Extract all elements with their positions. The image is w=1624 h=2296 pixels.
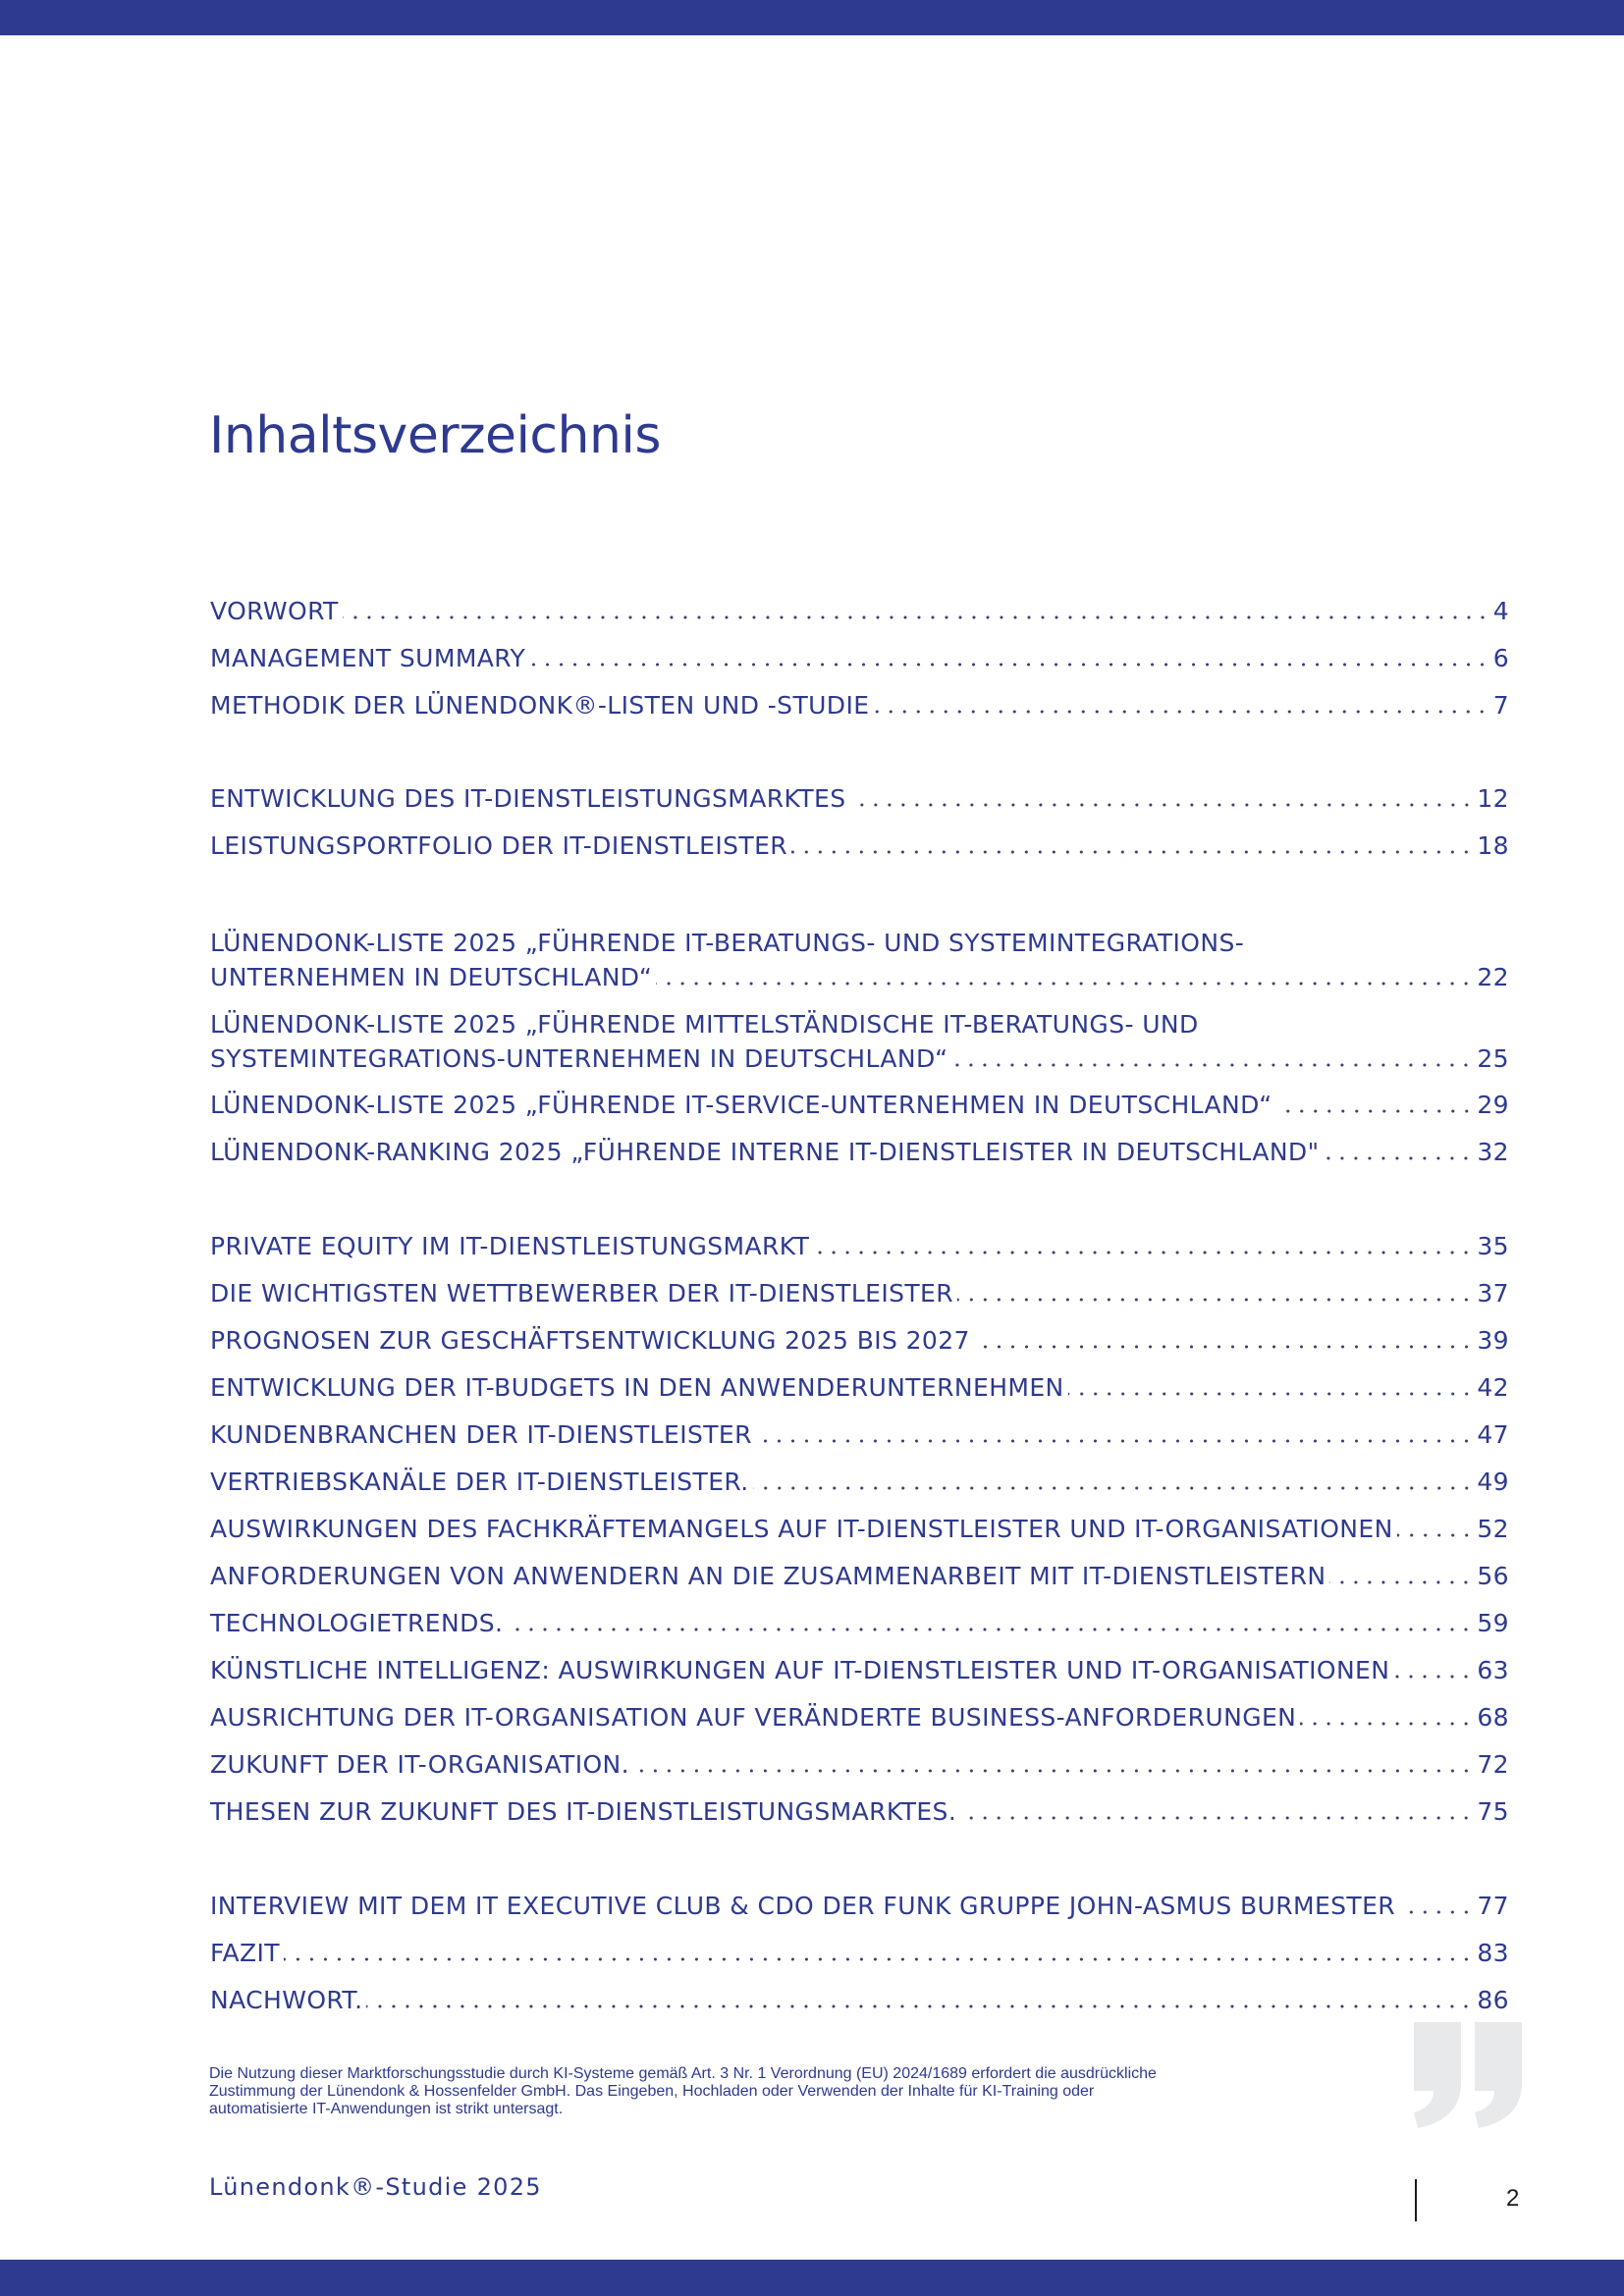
dot-leader (1300, 1722, 1473, 1726)
page-number: 2 (1506, 2185, 1520, 2212)
dot-leader (974, 1345, 1474, 1349)
toc-entry[interactable] (210, 1983, 1509, 2017)
toc-entry-page-number: 75 (1477, 1797, 1509, 1826)
toc-entry-title: INTERVIEW MIT DEM IT EXECUTIVE CLUB & CDO DER FUNK GRUPPE JOHN-ASMUS BURMESTER (210, 1892, 1396, 1920)
dot-leader (633, 1769, 1473, 1773)
toc-entry-title-line: LÜNENDONK-LISTE 2025 „FÜHRENDE IT-BERATUNGS- UND SYSTEMINTEGRATIONS- (210, 929, 1245, 957)
toc-entry-row (210, 594, 1509, 628)
toc-entry-row (210, 1889, 1509, 1923)
toc-entry-title: VERTRIEBSKANÄLE DER IT-DIENSTLEISTER. (210, 1468, 749, 1496)
toc-entry-page-number: 63 (1477, 1656, 1509, 1684)
dot-leader (813, 1251, 1473, 1255)
toc-entry[interactable] (210, 1559, 1509, 1593)
footer-divider (1415, 2179, 1417, 2221)
page-title: Inhaltsverzeichnis (209, 406, 661, 465)
dot-leader (791, 850, 1473, 854)
footer-publication-title: Lünendonk®-Studie 2025 (209, 2173, 542, 2201)
toc-entry-row (210, 1276, 1509, 1310)
toc-entry-title: ENTWICKLUNG DER IT-BUDGETS IN DEN ANWENDERUNTERNEHMEN (210, 1373, 1064, 1402)
dot-leader (366, 2004, 1473, 2008)
dot-leader (960, 1816, 1473, 1820)
toc-entry[interactable] (210, 1465, 1509, 1499)
toc-entry-page-number: 49 (1477, 1468, 1509, 1496)
toc-entry[interactable] (210, 1747, 1509, 1782)
toc-entry-row (210, 1465, 1509, 1499)
toc-entry-page-number: 29 (1477, 1091, 1509, 1119)
toc-entry[interactable] (210, 594, 1509, 628)
toc-entry-title: LÜNENDONK-RANKING 2025 „FÜHRENDE INTERNE IT-DIENSTLEISTER IN DEUTSCHLAND" (210, 1138, 1320, 1166)
toc-entry[interactable] (210, 1936, 1509, 1970)
toc-entry-row (210, 1041, 1509, 1076)
dot-leader (1323, 1156, 1473, 1160)
toc-entry-row (210, 1559, 1509, 1593)
dot-leader (507, 1628, 1473, 1631)
toc-entry[interactable] (210, 1229, 1509, 1263)
toc-entry[interactable] (210, 1007, 1509, 1076)
dot-leader (753, 1486, 1474, 1490)
toc-entry-page-number: 37 (1477, 1279, 1509, 1308)
toc-entry-title: MANAGEMENT SUMMARY (210, 644, 526, 672)
toc-entry-row (210, 1323, 1509, 1358)
toc-entry-page-number: 22 (1477, 963, 1509, 991)
dot-leader (1329, 1580, 1473, 1584)
toc-entry-title: AUSWIRKUNGEN DES FACHKRÄFTEMANGELS AUF IT-DIENSTLEISTER UND IT-ORGANISATIONEN (210, 1515, 1393, 1543)
toc-entry-page-number: 32 (1477, 1138, 1509, 1166)
toc-entry-row (210, 1135, 1509, 1169)
dot-leader (951, 1063, 1473, 1067)
toc-entry[interactable] (210, 1653, 1509, 1687)
disclaimer-line: Die Nutzung dieser Marktforschungsstudie durch KI-Systeme gemäß Art. 3 Nr. 1 Verordnung (EU) 2024/1689 erfordert die ausdrückliche (209, 2065, 1157, 2082)
toc-entry-title: THESEN ZUR ZUKUNFT DES IT-DIENSTLEISTUNGSMARKTES. (210, 1797, 957, 1826)
toc-entry-page-number: 72 (1477, 1750, 1509, 1779)
toc-entry-row (210, 960, 1509, 994)
toc-entry-title: LEISTUNGSPORTFOLIO DER IT-DIENSTLEISTER (210, 831, 788, 860)
toc-entry-row (210, 1512, 1509, 1546)
toc-entry[interactable] (210, 1276, 1509, 1310)
toc-entry-page-number: 35 (1477, 1232, 1509, 1260)
toc-entry-page-number: 47 (1477, 1420, 1509, 1449)
toc-entry-page-number: 77 (1477, 1892, 1509, 1920)
toc-entry-row (210, 1983, 1509, 2017)
dot-leader (1393, 1675, 1473, 1679)
toc-entry[interactable] (210, 641, 1509, 675)
toc-entry-title: ENTWICKLUNG DES IT-DIENSTLEISTUNGSMARKTES (210, 784, 846, 813)
toc-entry-row (210, 1088, 1509, 1122)
toc-entry-row (210, 828, 1509, 863)
toc-entry-title: KUNDENBRANCHEN DER IT-DIENSTLEISTER (210, 1420, 752, 1449)
toc-entry[interactable] (210, 1700, 1509, 1735)
dot-leader (1399, 1910, 1473, 1914)
toc-entry-page-number: 42 (1477, 1373, 1509, 1402)
toc-entry-title: SYSTEMINTEGRATIONS-UNTERNEHMEN IN DEUTSCHLAND“ (210, 1044, 948, 1073)
bottom-bar (0, 2260, 1624, 2296)
toc-entry-title: AUSRICHTUNG DER IT-ORGANISATION AUF VERÄNDERTE BUSINESS-ANFORDERUNGEN (210, 1703, 1297, 1732)
toc-entry-page-number: 18 (1477, 831, 1509, 860)
closing-quote-icon (1412, 2022, 1524, 2128)
toc-entry-title: PROGNOSEN ZUR GESCHÄFTSENTWICKLUNG 2025 BIS 2027 (210, 1326, 970, 1355)
dot-leader (873, 710, 1489, 714)
toc-entry[interactable] (210, 926, 1509, 994)
toc-entry-title: KÜNSTLICHE INTELLIGENZ: AUSWIRKUNGEN AUF IT-DIENSTLEISTER UND IT-ORGANISATIONEN (210, 1656, 1390, 1684)
toc-entry-title: UNTERNEHMEN IN DEUTSCHLAND“ (210, 963, 653, 991)
disclaimer-line: Zustimmung der Lünendonk & Hossenfelder GmbH. Das Eingeben, Hochladen oder Verwenden der Inhalte für KI-Training oder (209, 2083, 1095, 2100)
toc-entry-page-number: 86 (1477, 1986, 1509, 2014)
toc-entry-row (210, 1370, 1509, 1405)
dot-leader (1068, 1392, 1474, 1396)
toc-entry-row (210, 1747, 1509, 1782)
dot-leader (1397, 1533, 1474, 1537)
toc-entry-page-number: 59 (1477, 1609, 1509, 1637)
toc-entry-title: ZUKUNFT DER IT-ORGANISATION. (210, 1750, 629, 1779)
toc-entry[interactable] (210, 1135, 1509, 1169)
toc-entry-row (210, 1700, 1509, 1735)
toc-entry-row (210, 1417, 1509, 1452)
toc-entry-title: VORWORT (210, 597, 339, 625)
toc-entry-page-number: 56 (1477, 1562, 1509, 1590)
toc-entry[interactable] (210, 828, 1509, 863)
toc-entry[interactable] (210, 1606, 1509, 1640)
toc-entry[interactable] (210, 1889, 1509, 1923)
toc-entry-page-number: 4 (1492, 597, 1509, 625)
toc-entry-title: FAZIT (210, 1939, 280, 1967)
ai-usage-disclaimer (209, 2065, 1407, 2118)
toc-entry-title: METHODIK DER LÜNENDONK®-LISTEN UND -STUDIE (210, 691, 870, 720)
toc-entry-title-line: LÜNENDONK-LISTE 2025 „FÜHRENDE MITTELSTÄNDISCHE IT-BERATUNGS- UND (210, 1010, 1199, 1039)
toc-entry[interactable] (210, 1417, 1509, 1452)
dot-leader (957, 1298, 1473, 1302)
toc-entry[interactable] (210, 1512, 1509, 1546)
toc-entry[interactable] (210, 781, 1509, 816)
toc-entry-page-number: 7 (1492, 691, 1509, 720)
toc-entry-title: TECHNOLOGIETRENDS. (210, 1609, 504, 1637)
toc-entry[interactable] (210, 1370, 1509, 1405)
toc-entry-row (210, 1653, 1509, 1687)
toc-entry-page-number: 68 (1477, 1703, 1509, 1732)
top-bar (0, 0, 1624, 35)
toc-entry-title: NACHWORT. (210, 1986, 363, 2014)
toc-entry-row (210, 1229, 1509, 1263)
dot-leader (656, 982, 1473, 986)
toc-entry-page-number: 6 (1492, 644, 1509, 672)
dot-leader (284, 1957, 1473, 1961)
dot-leader (756, 1439, 1473, 1443)
toc-entry-title: PRIVATE EQUITY IM IT-DIENSTLEISTUNGSMARKT (210, 1232, 810, 1260)
toc-entry[interactable] (210, 1088, 1509, 1122)
toc-entry[interactable] (210, 688, 1509, 722)
toc-entry-row (210, 1794, 1509, 1829)
toc-entry-title: DIE WICHTIGSTEN WETTBEWERBER DER IT-DIENSTLEISTER (210, 1279, 954, 1308)
toc-entry-page-number: 25 (1477, 1044, 1509, 1073)
dot-leader (1276, 1109, 1474, 1113)
toc-entry-row (210, 1936, 1509, 1970)
toc-entry-page-number: 12 (1477, 784, 1509, 813)
toc-entry-title: ANFORDERUNGEN VON ANWENDERN AN DIE ZUSAMMENARBEIT MIT IT-DIENSTLEISTERN (210, 1562, 1326, 1590)
toc-entry-title: LÜNENDONK-LISTE 2025 „FÜHRENDE IT-SERVICE-UNTERNEHMEN IN DEUTSCHLAND“ (210, 1091, 1272, 1119)
toc-entry-page-number: 83 (1477, 1939, 1509, 1967)
disclaimer-line: automatisierte IT-Anwendungen ist strikt untersagt. (209, 2101, 564, 2117)
dot-leader (343, 615, 1489, 619)
toc-entry-row (210, 781, 1509, 816)
toc-entry-page-number: 52 (1477, 1515, 1509, 1543)
toc-entry-row (210, 641, 1509, 675)
toc-entry-row (210, 688, 1509, 722)
dot-leader (850, 803, 1474, 807)
toc-entry[interactable] (210, 1794, 1509, 1829)
toc-entry[interactable] (210, 1323, 1509, 1358)
toc-entry-page-number: 39 (1477, 1326, 1509, 1355)
dot-leader (529, 663, 1489, 667)
toc-entry-row (210, 1606, 1509, 1640)
